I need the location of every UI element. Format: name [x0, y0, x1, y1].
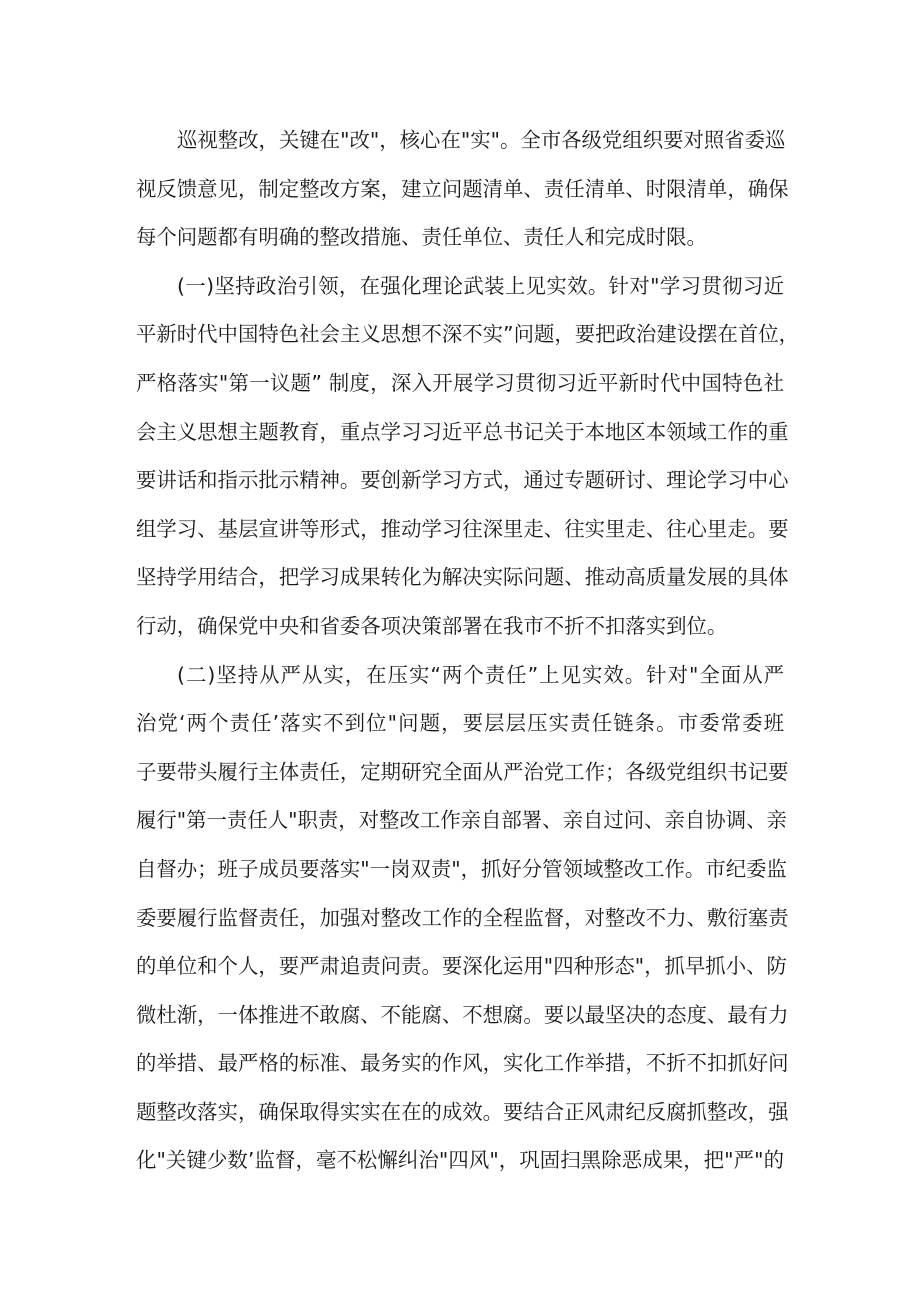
text-line: 组学习、基层宣讲等形式，推动学习往深里走、往实里走、往心里走。要 [136, 516, 789, 541]
text-line: 化"关键少数’监督，毫不松懈纠治"四风"，巩固扫黑除恶成果，把"严"的 [136, 1148, 784, 1173]
text-line: 每个问题都有明确的整改措施、责任单位、责任人和完成时限。 [136, 225, 707, 250]
text-line: (一)坚持政治引领，在强化理论武装上见实效。针对"学习贯彻习近 [177, 273, 784, 298]
text-line: 子要带头履行主体责任，定期研究全面从严治党工作；各级党组织书记要 [136, 759, 789, 784]
text-line: 平新时代中国特色社会主义思想不深不实”问题，要把政治建设摆在首位， [136, 322, 800, 347]
text-line: 微杜渐，一体推进不敢腐、不能腐、不想腐。要以最坚决的态度、最有力 [136, 1002, 789, 1027]
text-line: 的单位和个人，要严肃追责问责。要深化运用"四种形态"，抓早抓小、防 [136, 954, 787, 979]
text-line: 题整改落实，确保取得实实在在的成效。要结合正风肃纪反腐抓整改，强 [136, 1099, 789, 1124]
text-line: 会主义思想主题教育，重点学习习近平总书记关于本地区本领域工作的重 [136, 419, 789, 444]
text-line: 严格落实"第一议题” 制度，深入开展学习贯彻习近平新时代中国特色社 [136, 370, 784, 395]
text-line: 要讲话和指示批示精神。要创新学习方式，通过专题研讨、理论学习中心 [136, 468, 789, 493]
text-line: 履行"第一责任人"职责，对整改工作亲自部署、亲自过问、亲自协调、亲 [136, 808, 787, 833]
text-line: 自督办；班子成员要落实"一岗双责"，抓好分管领域整改工作。市纪委监 [136, 856, 787, 881]
text-line: 委要履行监督责任，加强对整改工作的全程监督，对整改不力、敷衍塞责 [136, 905, 789, 930]
paragraph-inspection-rectification [136, 116, 789, 262]
text-line: 行动，确保党中央和省委各项决策部署在我市不折不扣落实到位。 [136, 613, 728, 638]
text-line: 坚持学用结合，把学习成果转化为解决实际问题、推动高质量发展的具体 [136, 565, 789, 590]
text-line: 视反馈意见，制定整改方案，建立问题清单、责任清单、时限清单，确保 [136, 176, 789, 201]
text-line: 的举措、最严格的标准、最务实的作风，实化工作举措，不折不扣抓好问 [136, 1051, 789, 1076]
text-line: (二)坚持从严从实，在压实“两个责任”上见实效。针对"全面从严 [177, 662, 784, 687]
text-line: 巡视整改，关键在"改"，核心在"实"。全市各级党组织要对照省委巡 [177, 128, 786, 152]
text-line: 治党‘两个责任’落实不到位"问题，要层层压实责任链条。市委常委班 [136, 711, 784, 736]
paragraph-strict-governance [136, 651, 789, 1186]
document-body [136, 116, 800, 1185]
paragraph-political-leadership [136, 262, 800, 651]
